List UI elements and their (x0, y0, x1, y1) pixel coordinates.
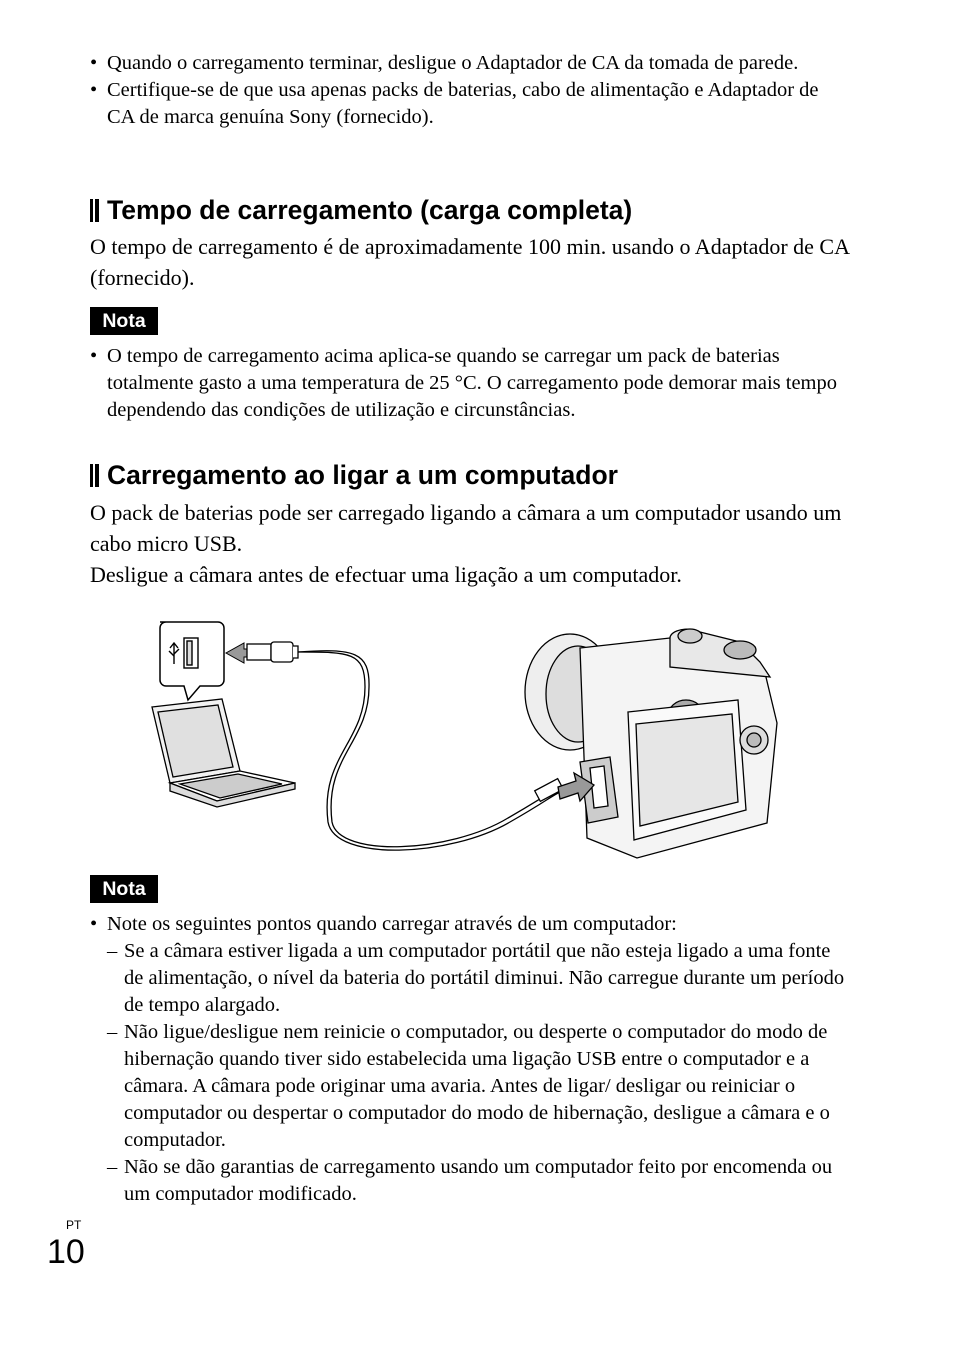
dash-list (107, 938, 850, 1208)
dash-item: – Não se dão garantias de carregamento usando um computador feito por encomenda ou um computador modificado. (107, 1154, 850, 1208)
section-heading-charging-time (90, 194, 632, 226)
note-label: Nota (90, 875, 158, 903)
computer-note-list (90, 911, 850, 1208)
dash-item: – Se a câmara estiver ligada a um computador portátil que não esteja ligado a uma fonte de alimentação, o nível da bateria do portátil diminui. Não carregue durante um período de tempo alargado. (107, 938, 850, 1019)
camera-icon (525, 629, 777, 858)
page-number: 10 (47, 1233, 85, 1271)
heading-text: Tempo de carregamento (carga completa) (107, 195, 633, 225)
section-heading-computer-charging (90, 459, 618, 491)
top-bullet-list (90, 50, 850, 131)
disconnect-paragraph: Desligue a câmara antes de efectuar uma ligação a um computador. (90, 562, 682, 587)
heading-marker-icon (90, 199, 99, 222)
laptop-icon (152, 699, 295, 807)
computer-charging-paragraph: O pack de baterias pode ser carregado ligando a câmara a um computador usando um cabo micro USB. (90, 500, 842, 556)
note-label: Nota (90, 307, 158, 335)
charging-time-paragraph: O tempo de carregamento é de aproximadamente 100 min. usando o Adaptador de CA (fornecido). (90, 234, 849, 290)
bullet-item (90, 911, 850, 1208)
bullet-item: • O tempo de carregamento acima aplica-se quando se carregar um pack de baterias totalmente gasto a uma temperatura de 25 °C. O carregamento pode demorar mais tempo dependendo das condições de utilização e circunstâncias. (90, 343, 850, 424)
bullet-item: • Quando o carregamento terminar, desligue o Adaptador de CA da tomada de parede. (90, 50, 850, 77)
note-bullet-list (90, 343, 850, 424)
language-code: PT (66, 1218, 82, 1232)
bullet-item: • Certifique-se de que usa apenas packs de baterias, cabo de alimentação e Adaptador de CA de marca genuína Sony (fornecido). (90, 77, 850, 131)
heading-marker-icon (90, 464, 99, 487)
heading-text: Carregamento ao ligar a um computador (107, 460, 618, 490)
usb-cable-icon (247, 642, 563, 850)
dash-item: – Não ligue/desligue nem reinicie o computador, ou desperte o computador do modo de hibernação quando tiver sido estabelecida uma ligação USB entre o computador e a câmara. A câmara pode originar uma avaria. Antes de ligar/ desligar ou reiniciar o computador ou despertar o computador do modo de hibernação, desligue a câmara e o computador. (107, 1019, 850, 1154)
connection-illustration (150, 612, 790, 867)
note-intro: Note os seguintes pontos quando carregar através de um computador: (107, 913, 677, 935)
